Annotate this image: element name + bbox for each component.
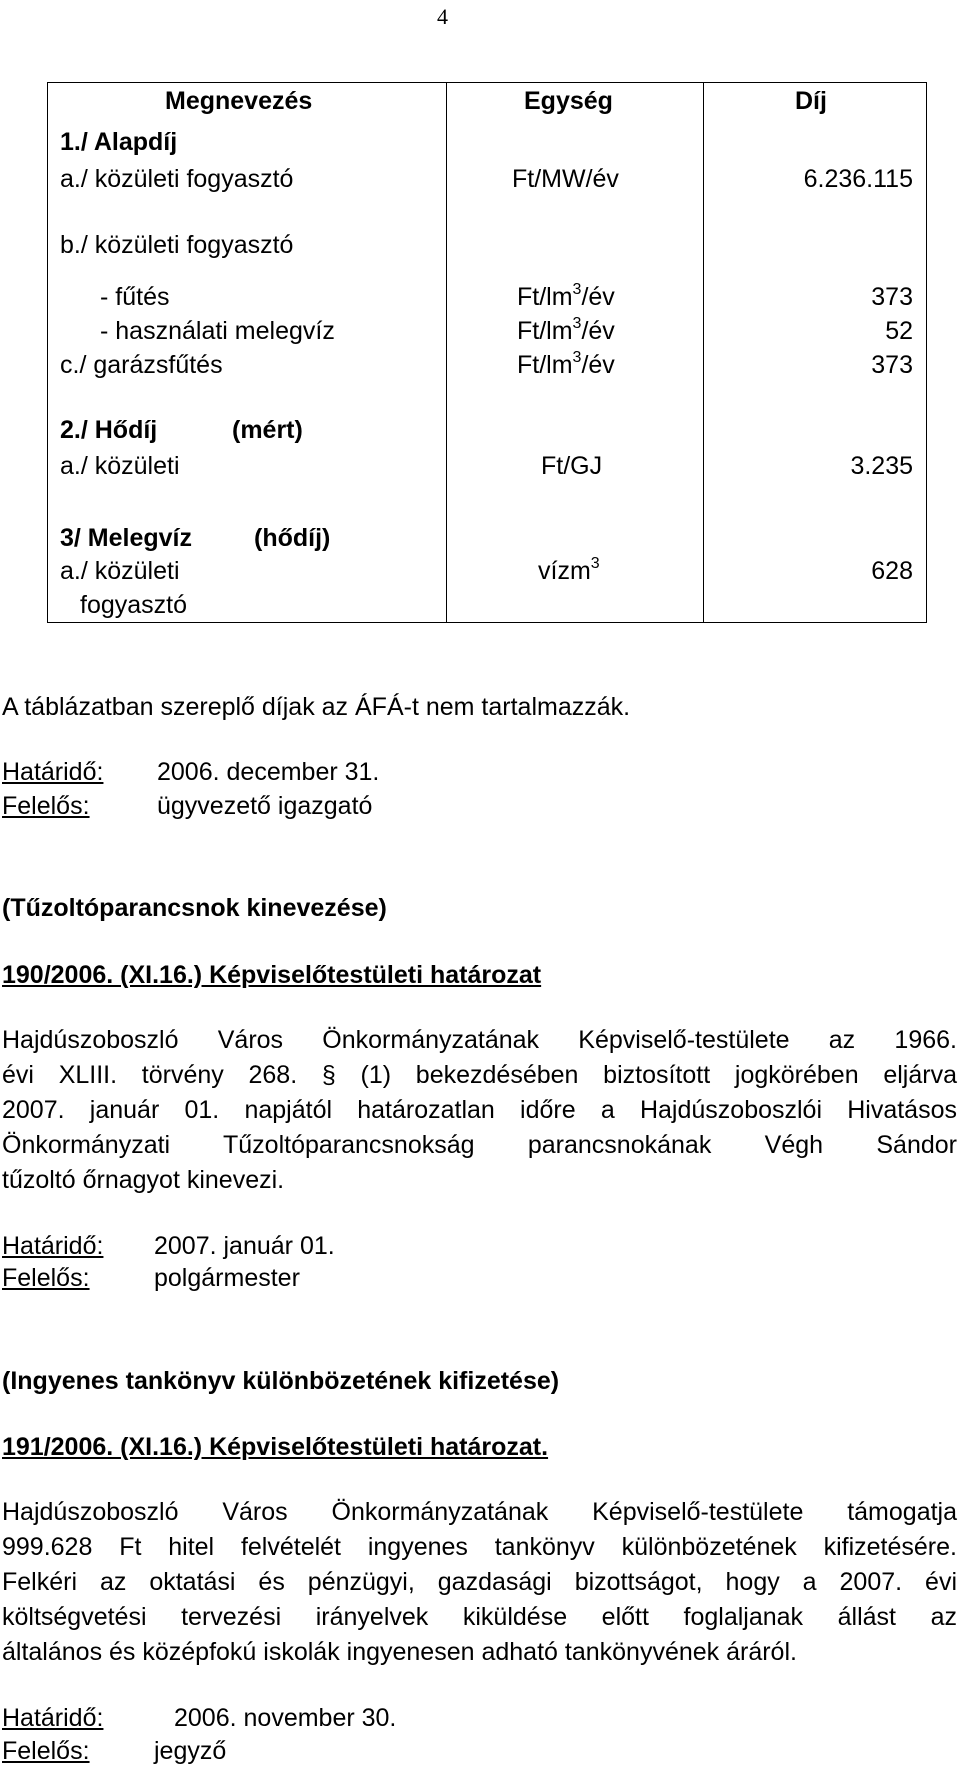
- row-c-unit: $Ft/lm^3/év$: [517, 348, 615, 379]
- resolution-text-line: tűzoltó őrnagyot kinevezi.: [2, 1166, 285, 1194]
- responsible-value: jegyző: [154, 1737, 227, 1765]
- resolution-heading: (Tűzoltóparancsnok kinevezése): [2, 894, 387, 922]
- row-a-unit: Ft/MW/év: [512, 165, 619, 193]
- row-c-name: c./ garázsfűtés: [60, 351, 223, 379]
- row-b2-fee: 52: [885, 317, 913, 345]
- row-b-title: b./ közületi fogyasztó: [60, 231, 294, 259]
- responsible-value: ügyvezető igazgató: [157, 792, 373, 820]
- section2-note: (mért): [232, 416, 303, 444]
- resolution-text-line: 999.628 Ft hitel felvételét ingyenes tankönyv különbözetének kifizetésére.: [2, 1533, 957, 1561]
- deadline-value: 2007. január 01.: [154, 1232, 335, 1260]
- responsible-label: Felelős:: [2, 792, 90, 820]
- row-b1-name: - fűtés: [100, 283, 170, 311]
- row-3a-unit: vízm$^3$: [538, 554, 600, 585]
- responsible-value: polgármester: [154, 1264, 300, 1292]
- responsible-label: Felelős:: [2, 1264, 90, 1292]
- row-a-name: a./ közületi fogyasztó: [60, 165, 294, 193]
- deadline-value: 2006. december 31.: [157, 758, 380, 786]
- resolution-text-line: évi XLIII. törvény 268. § (1) bekezdésében biztosított jogkörében eljárva: [2, 1061, 957, 1089]
- resolution-text-line: költségvetési tervezési irányelvek kiküldése előtt foglaljanak állást az: [2, 1603, 957, 1631]
- deadline-value: 2006. november 30.: [174, 1704, 397, 1732]
- row-c-fee: 373: [871, 351, 913, 379]
- header-fee: Díj: [795, 87, 827, 115]
- resolution-number: 191/2006. (XI.16.) Képviselőtestületi határozat.: [2, 1433, 549, 1461]
- responsible-label: Felelős:: [2, 1737, 90, 1765]
- row-b1-fee: 373: [871, 283, 913, 311]
- resolution-text-line: Önkormányzati Tűzoltóparancsnokság parancsnokának Végh Sándor: [2, 1131, 957, 1159]
- section3-title: 3/ Melegvíz: [60, 524, 192, 552]
- resolution-number: 190/2006. (XI.16.) Képviselőtestületi határozat: [2, 961, 542, 989]
- row-3a-name-line2: fogyasztó: [80, 591, 188, 619]
- resolution-text-line: általános és középfokú iskolák ingyenesen adható tankönyvének áráról.: [2, 1638, 797, 1666]
- page-number: 4: [437, 4, 448, 29]
- deadline-label: Határidő:: [2, 1232, 104, 1260]
- row-2a-name: a./ közületi: [60, 452, 180, 480]
- header-name: Megnevezés: [165, 87, 313, 115]
- row-b2-unit: $Ft/lm^3/év$: [517, 314, 615, 345]
- section2-title: 2./ Hődíj: [60, 416, 158, 444]
- section1-title: 1./ Alapdíj: [60, 128, 178, 156]
- row-a-fee: 6.236.115: [803, 165, 913, 193]
- resolution-text-line: 2007. január 01. napjától határozatlan időre a Hajdúszoboszlói Hivatásos: [2, 1096, 957, 1124]
- deadline-label: Határidő:: [2, 758, 104, 786]
- section3-note: (hődíj): [254, 524, 331, 552]
- resolution-text-line: Felkéri az oktatási és pénzügyi, gazdasági bizottságot, hogy a 2007. évi: [2, 1568, 957, 1596]
- row-3a-name-line1: a./ közületi: [60, 557, 180, 585]
- resolution-text-line: Hajdúszoboszló Város Önkormányzatának Képviselő-testülete támogatja: [2, 1498, 957, 1526]
- row-b2-name: - használati melegvíz: [100, 317, 335, 345]
- row-2a-unit: Ft/GJ: [541, 452, 603, 480]
- deadline-label: Határidő:: [2, 1704, 104, 1732]
- row-b1-unit: $Ft/lm^3/év$: [517, 280, 615, 311]
- resolution-text-line: Hajdúszoboszló Város Önkormányzatának Képviselő-testülete az 1966.: [2, 1026, 957, 1054]
- vat-note: A táblázatban szereplő díjak az ÁFÁ-t nem tartalmazzák.: [2, 693, 631, 721]
- resolution-heading: (Ingyenes tankönyv különbözetének kifizetése): [2, 1367, 560, 1395]
- header-unit: Egység: [524, 87, 613, 115]
- row-3a-fee: 628: [871, 557, 913, 585]
- row-2a-fee: 3.235: [850, 452, 913, 480]
